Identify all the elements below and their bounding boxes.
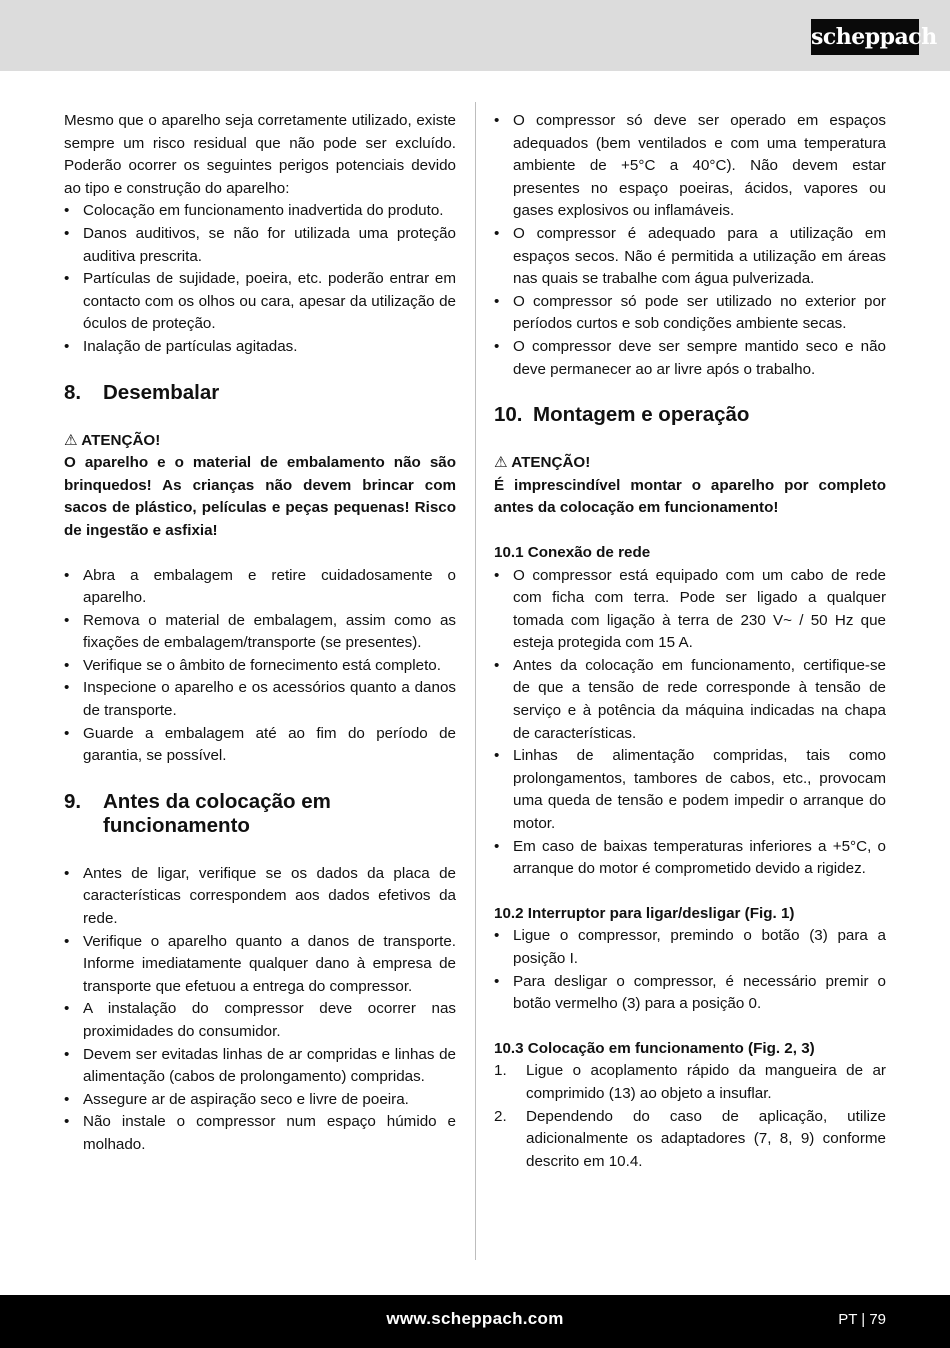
step-text: Dependendo do caso de aplicação, utilize adicionalmente os adaptadores (7, 8, 9) conforme descrito em 10.4. xyxy=(526,1107,886,1170)
risk-list xyxy=(64,200,456,358)
list-item: • Verifique o aparelho quanto a danos de transporte. Informe imediatamente qualquer dano à empresa de transporte que efetuou a entrega do compressor. xyxy=(64,931,456,999)
list-item: • Verifique se o âmbito de fornecimento está completo. xyxy=(64,655,456,678)
list-item: • Antes da colocação em funcionamento, certifique-se de que a tensão de rede corresponde à tensão de serviço e à potência da máquina indicadas na chapa de características. xyxy=(494,655,886,745)
right-column xyxy=(494,110,886,1173)
warning-icon: ⚠ xyxy=(494,454,508,472)
column-divider xyxy=(475,102,476,1260)
warning-title: ATENÇÃO! xyxy=(81,431,161,449)
brand-logo: scheppach xyxy=(811,19,919,55)
warning-title: ATENÇÃO! xyxy=(511,454,591,472)
subsection-10-2-heading: 10.2 Interruptor para ligar/desligar (Fig. 1) xyxy=(494,904,795,922)
list-item: • Não instale o compressor num espaço húmido e molhado. xyxy=(64,1111,456,1156)
list-item: • Antes de ligar, verifique se os dados da placa de características correspondem aos dados efetivos da rede. xyxy=(64,863,456,931)
unpack-list xyxy=(64,565,456,768)
intro-paragraph: Mesmo que o aparelho seja corretamente utilizado, existe sempre um risco residual que não pode ser excluído. Poderão ocorrer os seguintes perigos potenciais devido ao tipo e construção do aparelho: xyxy=(64,112,456,197)
list-item: • O compressor só pode ser utilizado no exterior por períodos curtos e sob condições ambiente secas. xyxy=(494,291,886,336)
environment-list xyxy=(494,110,886,381)
list-item: • Danos auditivos, se não for utilizada uma proteção auditiva prescrita. xyxy=(64,223,456,268)
section-title: Antes da colocação em funcionamento xyxy=(103,789,331,837)
list-item: • Colocação em funcionamento inadvertida do produto. xyxy=(64,200,456,223)
section-title: Desembalar xyxy=(103,380,220,404)
list-item: • Guarde a embalagem até ao fim do período de garantia, se possível. xyxy=(64,723,456,768)
warning-block xyxy=(494,452,886,520)
subsection-10-3-heading: 10.3 Colocação em funcionamento (Fig. 2, 3) xyxy=(494,1039,815,1057)
list-item: • Inspecione o aparelho e os acessórios quanto a danos de transporte. xyxy=(64,677,456,722)
step-number: 1. xyxy=(494,1062,507,1080)
list-item: • Em caso de baixas temperaturas inferiores a +5°C, o arranque do motor é comprometido devido a rigidez. xyxy=(494,836,886,881)
section-number: 9. xyxy=(64,789,82,813)
list-item: • Remova o material de embalagem, assim como as fixações de embalagem/transporte (se presentes). xyxy=(64,610,456,655)
list-item: • Linhas de alimentação compridas, tais como prolongamentos, tambores de cabos, etc., provocam uma queda de tensão e podem impedir o arranque do motor. xyxy=(494,745,886,835)
warning-heading xyxy=(64,430,456,453)
list-item: • O compressor deve ser sempre mantido seco e não deve permanecer ao ar livre após o trabalho. xyxy=(494,336,886,381)
step-number: 2. xyxy=(494,1107,507,1125)
pre-start-list xyxy=(64,863,456,1157)
page-number: PT | 79 xyxy=(838,1311,886,1328)
section-10-heading xyxy=(494,403,886,427)
page-footer xyxy=(0,1295,950,1348)
section-title: Montagem e operação xyxy=(533,403,750,427)
list-item xyxy=(494,1106,886,1174)
list-item: • Devem ser evitadas linhas de ar compridas e linhas de alimentação (cabos de prolongamento) compridas. xyxy=(64,1044,456,1089)
mains-connection-list xyxy=(494,565,886,881)
website-link[interactable]: www.scheppach.com xyxy=(386,1309,564,1328)
list-item: • Para desligar o compressor, é necessário premir o botão vermelho (3) para a posição 0. xyxy=(494,971,886,1016)
warning-text: O aparelho e o material de embalamento não são brinquedos! As crianças não devem brincar com sacos de plástico, películas e peças pequenas! Risco de ingestão e asfixia! xyxy=(64,454,456,539)
startup-steps-list xyxy=(494,1060,886,1173)
warning-icon: ⚠ xyxy=(64,431,78,449)
warning-text: É imprescindível montar o aparelho por completo antes da colocação em funcionamento! xyxy=(494,476,886,517)
warning-block xyxy=(64,430,456,543)
step-text: Ligue o acoplamento rápido da mangueira de ar comprimido (13) ao objeto a insuflar. xyxy=(526,1062,886,1102)
left-column xyxy=(64,110,456,1157)
list-item: • O compressor é adequado para a utilização em espaços secos. Não é permitida a utilização em áreas nas quais se trabalhe com água pulverizada. xyxy=(494,223,886,291)
section-number: 8. xyxy=(64,380,82,404)
list-item: • Assegure ar de aspiração seco e livre de poeira. xyxy=(64,1089,456,1112)
list-item: • Partículas de sujidade, poeira, etc. poderão entrar em contacto com os olhos ou cara, apesar da utilização de óculos de proteção. xyxy=(64,268,456,336)
list-item: • Abra a embalagem e retire cuidadosamente o aparelho. xyxy=(64,565,456,610)
section-8-heading xyxy=(64,381,456,405)
page-header xyxy=(0,0,950,71)
list-item xyxy=(494,1060,886,1105)
section-9-heading xyxy=(64,790,456,838)
list-item: • O compressor está equipado com um cabo de rede com ficha com terra. Pode ser ligado a qualquer tomada com ligação à terra de 230 V~ / 50 Hz que esteja protegida com 15 A. xyxy=(494,565,886,655)
list-item: • A instalação do compressor deve ocorrer nas proximidades do consumidor. xyxy=(64,998,456,1043)
subsection-10-1-heading: 10.1 Conexão de rede xyxy=(494,543,651,561)
warning-heading xyxy=(494,452,886,475)
list-item: • Ligue o compressor, premindo o botão (3) para a posição I. xyxy=(494,925,886,970)
list-item: • O compressor só deve ser operado em espaços adequados (bem ventilados e com uma temperatura ambiente de +5°C a 40°C). Não devem estar presentes no espaço poeiras, ácidos, vapores ou gases explosivos ou inflamáveis. xyxy=(494,110,886,223)
switch-list xyxy=(494,925,886,1015)
section-number: 10. xyxy=(494,403,523,427)
list-item: • Inalação de partículas agitadas. xyxy=(64,336,456,359)
